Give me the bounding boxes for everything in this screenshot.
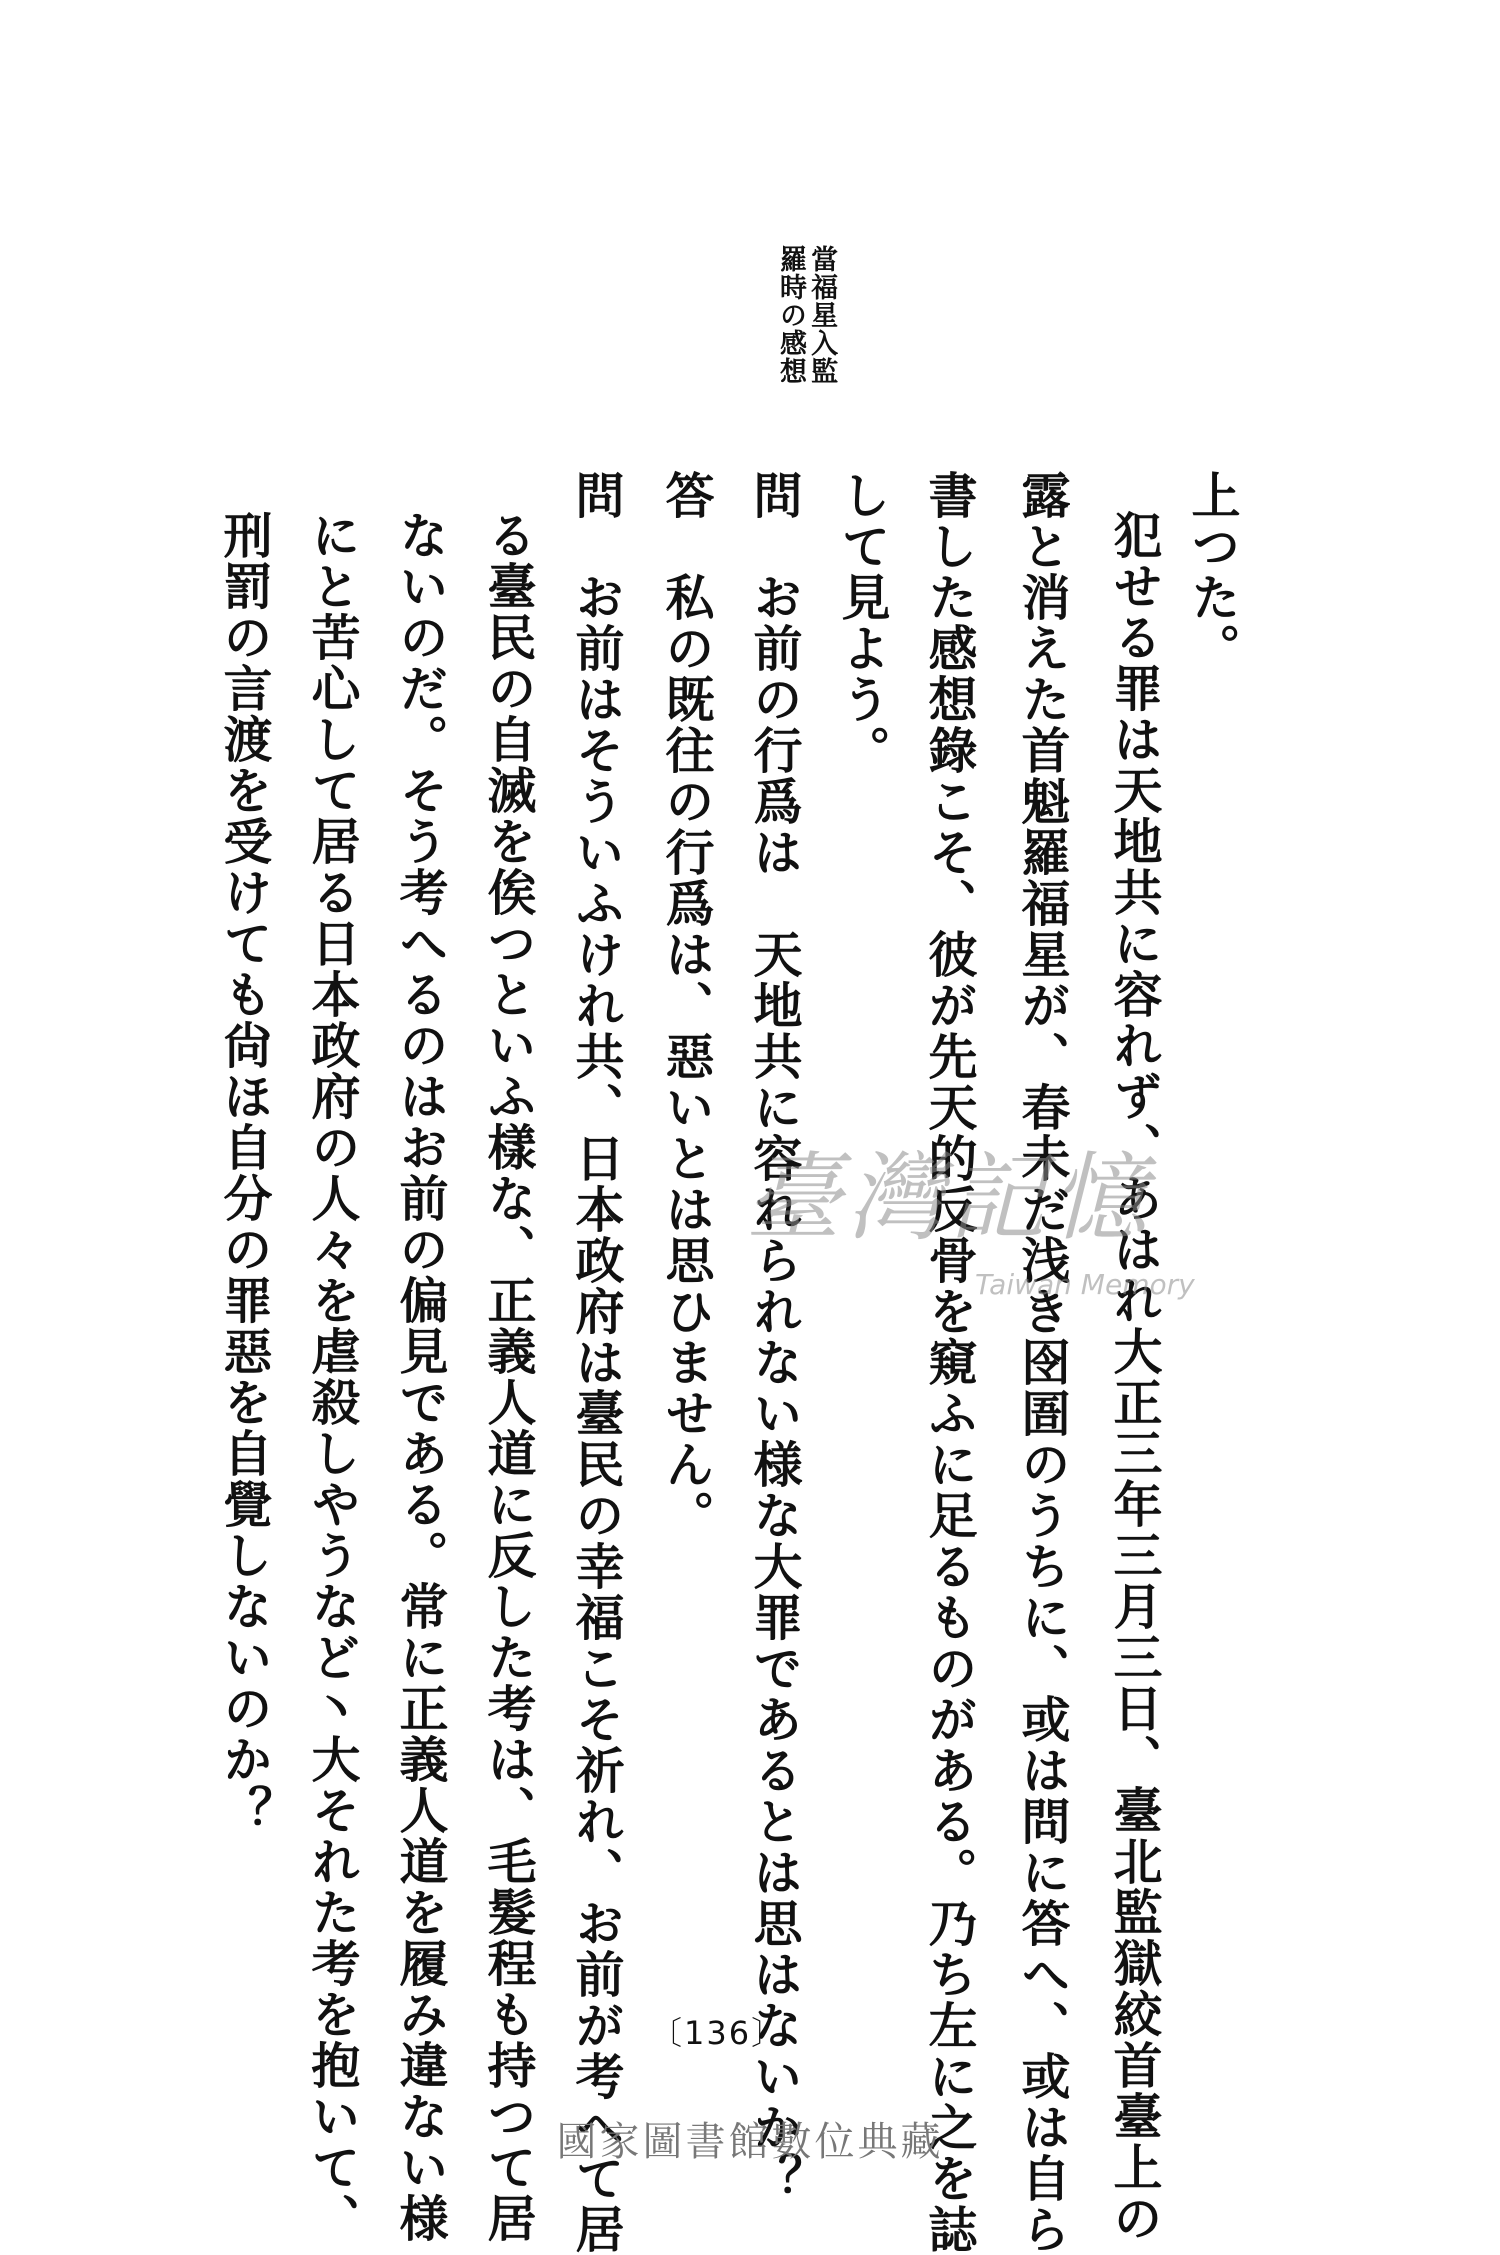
text-column-8: 問 お前はそういふけれ共、日本政府は臺民の幸福こそ祈れ、お前が考へて居 xyxy=(568,470,626,2255)
text-column-7: 答 私の既往の行爲は、惡いとは思ひません。 xyxy=(658,470,716,1541)
watermark-logo xyxy=(745,1142,1195,1301)
text-column-5: して見よう。 xyxy=(834,470,892,776)
text-column-2: 犯せる罪は天地共に容れず、あはれ大正三年三月三日、臺北監獄絞首臺上の xyxy=(1106,510,1164,2244)
text-column-1: 上つた。 xyxy=(1184,470,1242,674)
text-column-12: 刑罰の言渡を受けても尙ほ自分の罪惡を自覺しないのか？ xyxy=(216,510,274,1836)
text-column-4: 書した感想錄こそ、彼が先天的反骨を窺ふに足るものがある。乃ち左に之を誌 xyxy=(921,470,979,2255)
watermark-sub-text: Taiwan Memory xyxy=(975,1268,1195,1301)
section-heading-text: 當福星入監 羅時の感想 xyxy=(775,245,838,385)
watermark-main-text: 臺灣記憶 xyxy=(745,1142,1153,1254)
text-column-6: 問 お前の行爲は 天地共に容れられない様な大罪であるとは思はないか？ xyxy=(746,470,804,2204)
text-column-10: ないのだ。そう考へるのはお前の偏見である。常に正義人道を履み違ない様 xyxy=(392,510,450,2244)
page-number: 〔136〕 xyxy=(650,2014,786,2052)
footer-credit: 國家圖書館數位典藏 xyxy=(556,2119,944,2165)
text-column-9: る臺民の自滅を俟つといふ樣な、正義人道に反した考は、毛髮程も持つて居 xyxy=(480,510,538,2244)
text-column-11: にと苦心して居る日本政府の人々を虐殺しやうなど丶大それた考を抱いて、 xyxy=(304,510,362,2244)
section-heading xyxy=(775,245,837,465)
text-column-3: 露と消えた首魁羅福星が、春未だ浅き囹圄のうちに、或は問に答へ、或は自ら xyxy=(1014,470,1072,2255)
